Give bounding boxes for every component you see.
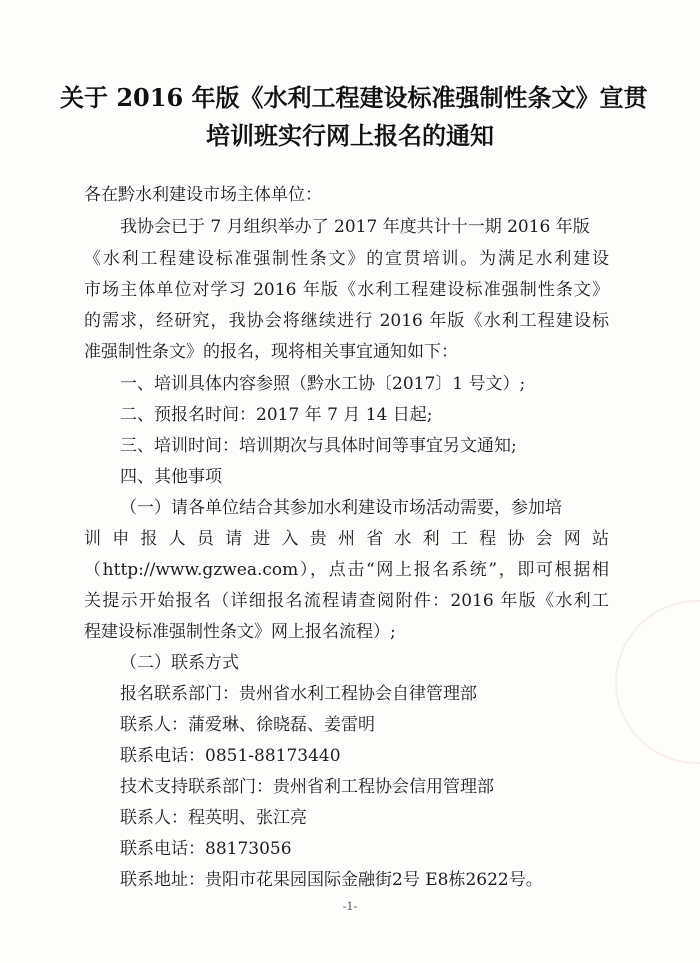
intro-line-3: 市场主体单位对学习 2016 年版《水利工程建设标准强制性条文》 (84, 280, 609, 300)
contact-dept-1: 报名联系部门：贵州省水利工程协会自律管理部 (120, 684, 477, 704)
item-4: 四、其他事项 (120, 467, 222, 487)
sub1-line-3: （http://www.gzwea.com），点击“网上报名系统”，即可根据相 (84, 560, 609, 580)
item-1: 一、培训具体内容参照（黔水工协〔2017〕1 号文）; (120, 374, 526, 394)
contact-dept-2: 技术支持联系部门：贵州省利工程协会信用管理部 (120, 777, 494, 797)
sub1-line-1: （一）请各单位结合其参加水利建设市场活动需要，参加培 (120, 498, 562, 518)
intro-line-5: 准强制性条文》的报名，现将相关事宜通知如下： (84, 342, 458, 362)
contact-person-2: 联系人：程英明、张江亮 (120, 808, 307, 828)
contact-address: 联系地址：贵阳市花果园国际金融街2号 E8栋2622号。 (120, 870, 543, 890)
intro-line-1: 我协会已于 7 月组织举办了 2017 年度共计十一期 2016 年版 (120, 217, 590, 237)
contact-phone-1: 联系电话：0851-88173440 (120, 746, 341, 766)
intro-line-2: 《水利工程建设标准强制性条文》的宣贯培训。为满足水利建设 (84, 249, 609, 269)
title-line-1: 关于 2016 年版《水利工程建设标准强制性条文》宣贯 (60, 83, 648, 112)
page-number: -1- (342, 900, 358, 913)
salutation: 各在黔水利建设市场主体单位： (84, 185, 322, 205)
sub1-line-2: 训 申 报 人 员 请 进 入 贵 州 省 水 利 工 程 协 会 网 站 (84, 529, 609, 549)
contact-phone-2: 联系电话：88173056 (120, 839, 292, 859)
intro-line-4: 的需求，经研究，我协会将继续进行 2016 年版《水利工程建设标 (84, 311, 609, 331)
faint-stamp-mark (615, 600, 700, 764)
item-3: 三、培训时间：培训期次与具体时间等事宜另文通知; (120, 436, 517, 456)
sub2-heading: （二）联系方式 (120, 653, 239, 673)
contact-person-1: 联系人：蒲爱琳、徐晓磊、姜雷明 (120, 715, 375, 735)
item-2: 二、预报名时间：2017 年 7 月 14 日起; (120, 405, 433, 425)
sub1-line-4: 关提示开始报名（详细报名流程请查阅附件：2016 年版《水利工 (84, 591, 609, 611)
title-line-2: 培训班实行网上报名的通知 (206, 121, 494, 150)
sub1-line-5: 程建设标准强制性条文》网上报名流程）; (84, 622, 396, 642)
